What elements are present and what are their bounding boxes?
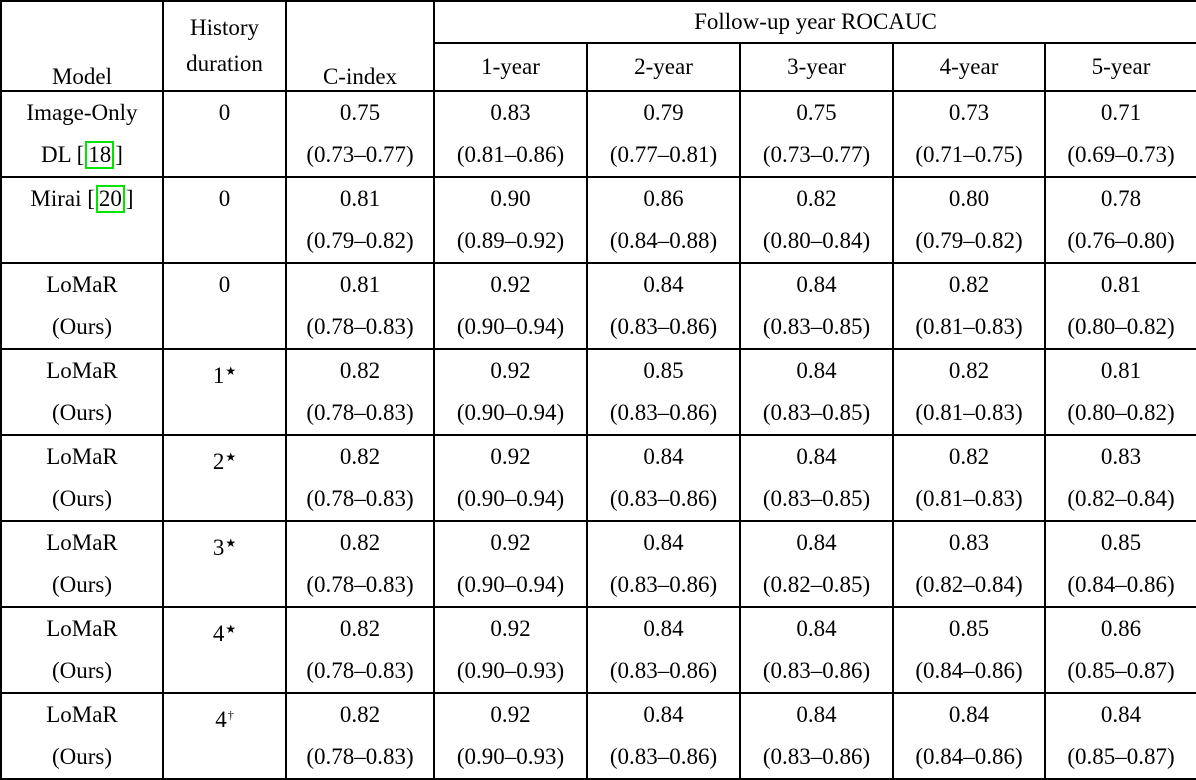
header-year-3: 3-year (740, 43, 893, 91)
header-year-4: 4-year (893, 43, 1045, 91)
rocauc-4-year-cell (893, 263, 1045, 349)
rocauc-3-year-cell (740, 693, 893, 779)
rocauc-1-year-cell (434, 693, 587, 779)
model-line (2, 564, 162, 606)
history-duration-number: 1 (212, 363, 225, 388)
c-index-cell (286, 263, 434, 349)
rocauc-1-year-cell (434, 91, 587, 177)
header-group-row (1, 1, 1196, 43)
rocauc-3-year-cell (740, 435, 893, 521)
metric-value: 0.83 (490, 100, 531, 125)
confidence-interval: (0.84–0.86) (915, 744, 1023, 769)
confidence-interval: (0.83–0.86) (609, 744, 718, 769)
model-cell (1, 177, 163, 263)
history-duration-cell (163, 263, 286, 349)
confidence-interval: (0.90–0.94) (456, 486, 565, 511)
metric-value: 0.84 (796, 272, 837, 297)
metric-value: 0.82 (339, 444, 381, 469)
rocauc-2-year-cell (587, 91, 740, 177)
table-row (1, 177, 1196, 263)
metric-value: 0.92 (490, 358, 531, 383)
rocauc-4-year-cell (893, 177, 1045, 263)
c-index-cell (286, 177, 434, 263)
model-name-text: (Ours) (51, 314, 113, 339)
metric-value: 0.82 (948, 358, 990, 383)
metric-value: 0.84 (796, 702, 837, 727)
table-row (1, 607, 1196, 693)
metric-value: 0.80 (948, 186, 990, 211)
metric-value: 0.82 (339, 702, 381, 727)
rocauc-1-year-cell (434, 521, 587, 607)
c-index-cell (286, 521, 434, 607)
metric-value: 0.84 (948, 702, 990, 727)
history-duration-number: 0 (218, 100, 231, 125)
rocauc-3-year-cell (740, 91, 893, 177)
model-name-text: LoMaR (46, 272, 118, 297)
model-line (2, 134, 162, 176)
citation-open-bracket: [ (87, 186, 95, 211)
citation-link[interactable]: 18 (85, 141, 114, 169)
rocauc-3-year-cell (740, 521, 893, 607)
history-duration-cell (163, 521, 286, 607)
rocauc-2-year-cell (587, 349, 740, 435)
confidence-interval: (0.80–0.82) (1067, 400, 1175, 425)
model-line (2, 350, 162, 392)
confidence-interval: (0.89–0.92) (456, 228, 565, 253)
rocauc-5-year-cell (1045, 263, 1196, 349)
history-duration-value (164, 92, 285, 134)
rocauc-2-year-cell (587, 607, 740, 693)
rocauc-5-year-cell (1045, 349, 1196, 435)
metric-value: 0.81 (339, 186, 381, 211)
rocauc-2-year-cell (587, 263, 740, 349)
model-name-text: (Ours) (51, 400, 113, 425)
header-followup-rocauc-group: Follow-up year ROCAUC (434, 1, 1196, 43)
model-line (2, 736, 162, 778)
metric-value: 0.82 (948, 444, 990, 469)
confidence-interval: (0.73–0.77) (306, 142, 414, 167)
confidence-interval: (0.81–0.83) (915, 400, 1023, 425)
rocauc-1-year-cell (434, 435, 587, 521)
confidence-interval: (0.78–0.83) (306, 486, 414, 511)
confidence-interval: (0.83–0.85) (762, 486, 871, 511)
history-duration-number: 3 (212, 535, 225, 560)
metric-value: 0.92 (490, 616, 531, 641)
model-line (2, 306, 162, 348)
confidence-interval: (0.81–0.83) (915, 486, 1023, 511)
rocauc-2-year-cell (587, 521, 740, 607)
metric-value: 0.82 (339, 616, 381, 641)
rocauc-3-year-cell (740, 177, 893, 263)
confidence-interval: (0.80–0.84) (762, 228, 871, 253)
metric-value: 0.82 (339, 530, 381, 555)
metric-value: 0.92 (490, 530, 531, 555)
metric-value: 0.84 (643, 702, 684, 727)
model-line (2, 436, 162, 478)
header-year-5: 5-year (1045, 43, 1196, 91)
model-line (2, 522, 162, 564)
confidence-interval: (0.84–0.86) (915, 658, 1023, 683)
rocauc-4-year-cell (893, 91, 1045, 177)
history-duration-number: 4 (215, 707, 227, 732)
confidence-interval: (0.82–0.84) (915, 572, 1023, 597)
history-duration-cell (163, 693, 286, 779)
metric-value: 0.82 (339, 358, 381, 383)
confidence-interval: (0.81–0.83) (915, 314, 1023, 339)
rocauc-2-year-cell (587, 693, 740, 779)
confidence-interval: (0.84–0.88) (609, 228, 718, 253)
metric-value: 0.79 (643, 100, 684, 125)
rocauc-2-year-cell (587, 177, 740, 263)
history-duration-superscript: ★ (225, 450, 237, 464)
history-duration-superscript: ★ (225, 364, 237, 378)
confidence-interval: (0.78–0.83) (306, 658, 414, 683)
model-line (2, 608, 162, 650)
metric-value: 0.73 (948, 100, 990, 125)
model-name-text: LoMaR (46, 530, 118, 555)
confidence-interval: (0.76–0.80) (1067, 228, 1175, 253)
model-name-text: LoMaR (46, 444, 118, 469)
rocauc-5-year-cell (1045, 521, 1196, 607)
confidence-interval: (0.90–0.93) (456, 744, 565, 769)
confidence-interval: (0.78–0.83) (306, 572, 414, 597)
model-name-text: DL (41, 142, 71, 167)
model-line (2, 694, 162, 736)
rocauc-5-year-cell (1045, 693, 1196, 779)
history-duration-value (164, 522, 285, 564)
rocauc-4-year-cell (893, 693, 1045, 779)
citation-close-bracket: ] (125, 186, 134, 211)
history-duration-value (164, 608, 285, 650)
metric-value: 0.84 (643, 444, 684, 469)
c-index-cell (286, 91, 434, 177)
model-line (2, 392, 162, 434)
confidence-interval: (0.90–0.94) (456, 572, 565, 597)
confidence-interval: (0.90–0.94) (456, 314, 565, 339)
confidence-interval: (0.78–0.83) (306, 314, 414, 339)
header-history-line1: History (190, 15, 259, 40)
metric-value: 0.81 (1100, 272, 1142, 297)
citation-open-bracket: [ (76, 142, 85, 167)
table-body (1, 91, 1196, 779)
rocauc-3-year-cell (740, 263, 893, 349)
model-cell (1, 349, 163, 435)
rocauc-3-year-cell (740, 607, 893, 693)
history-duration-cell (163, 349, 286, 435)
table-row (1, 435, 1196, 521)
metric-value: 0.84 (796, 530, 837, 555)
confidence-interval: (0.83–0.86) (609, 486, 718, 511)
model-cell (1, 607, 163, 693)
confidence-interval: (0.83–0.86) (762, 744, 871, 769)
history-duration-cell (163, 91, 286, 177)
confidence-interval: (0.79–0.82) (306, 228, 414, 253)
history-duration-cell (163, 177, 286, 263)
history-duration-superscript: † (227, 708, 234, 722)
confidence-interval: (0.83–0.86) (609, 658, 718, 683)
history-duration-value (164, 264, 285, 306)
model-name-text: LoMaR (46, 358, 118, 383)
metric-value: 0.84 (643, 530, 684, 555)
history-duration-superscript: ★ (225, 622, 237, 636)
rocauc-2-year-cell (587, 435, 740, 521)
rocauc-4-year-cell (893, 435, 1045, 521)
model-cell (1, 91, 163, 177)
model-cell (1, 435, 163, 521)
header-year-1: 1-year (434, 43, 587, 91)
confidence-interval: (0.79–0.82) (915, 228, 1023, 253)
header-model: Model (1, 1, 163, 91)
model-line (2, 264, 162, 306)
confidence-interval: (0.78–0.83) (306, 744, 414, 769)
confidence-interval: (0.73–0.77) (762, 142, 871, 167)
model-line (2, 650, 162, 692)
confidence-interval: (0.85–0.87) (1067, 658, 1175, 683)
c-index-cell (286, 349, 434, 435)
rocauc-3-year-cell (740, 349, 893, 435)
model-cell (1, 521, 163, 607)
confidence-interval: (0.83–0.86) (609, 572, 718, 597)
metric-value: 0.84 (796, 444, 837, 469)
confidence-interval: (0.83–0.85) (762, 314, 871, 339)
citation-link[interactable]: 20 (96, 185, 125, 213)
rocauc-5-year-cell (1045, 177, 1196, 263)
confidence-interval: (0.81–0.86) (456, 142, 565, 167)
c-index-cell (286, 693, 434, 779)
rocauc-1-year-cell (434, 349, 587, 435)
rocauc-5-year-cell (1045, 91, 1196, 177)
model-name-text: LoMaR (46, 702, 118, 727)
metric-value: 0.81 (339, 272, 381, 297)
metric-value: 0.86 (643, 186, 684, 211)
confidence-interval: (0.85–0.87) (1067, 744, 1175, 769)
model-name-text: Mirai (30, 186, 82, 211)
confidence-interval: (0.78–0.83) (306, 400, 414, 425)
metric-value: 0.75 (796, 100, 837, 125)
metric-value: 0.83 (1100, 444, 1142, 469)
confidence-interval: (0.90–0.93) (456, 658, 565, 683)
metric-value: 0.92 (490, 444, 531, 469)
metric-value: 0.92 (490, 272, 531, 297)
table-row (1, 91, 1196, 177)
rocauc-1-year-cell (434, 263, 587, 349)
metric-value: 0.84 (1100, 702, 1142, 727)
header-history-line2: duration (186, 51, 263, 76)
history-duration-value (164, 178, 285, 220)
history-duration-number: 4 (212, 621, 225, 646)
history-duration-cell (163, 607, 286, 693)
metric-value: 0.85 (643, 358, 684, 383)
history-duration-value (164, 694, 285, 736)
model-line (2, 92, 162, 134)
model-line (2, 478, 162, 520)
metric-value: 0.83 (948, 530, 990, 555)
table-row (1, 349, 1196, 435)
metric-value: 0.75 (339, 100, 381, 125)
metric-value: 0.85 (948, 616, 990, 641)
c-index-cell (286, 607, 434, 693)
citation-close-bracket: ] (115, 142, 123, 167)
history-duration-number: 2 (212, 449, 225, 474)
confidence-interval: (0.82–0.85) (762, 572, 871, 597)
metric-value: 0.84 (796, 358, 837, 383)
history-duration-value (164, 350, 285, 392)
table-row (1, 693, 1196, 779)
metric-value: 0.84 (643, 272, 684, 297)
rocauc-4-year-cell (893, 607, 1045, 693)
metric-value: 0.86 (1100, 616, 1142, 641)
metric-value: 0.90 (490, 186, 531, 211)
model-line (2, 220, 162, 262)
metric-value: 0.71 (1100, 100, 1142, 125)
table-row (1, 263, 1196, 349)
rocauc-5-year-cell (1045, 607, 1196, 693)
history-duration-cell (163, 435, 286, 521)
model-line (2, 178, 162, 220)
confidence-interval: (0.90–0.94) (456, 400, 565, 425)
confidence-interval: (0.83–0.86) (609, 400, 718, 425)
model-name-text: LoMaR (46, 616, 118, 641)
model-name-text: (Ours) (51, 486, 113, 511)
header-c-index: C-index (286, 1, 434, 91)
metric-value: 0.82 (796, 186, 837, 211)
header-history-duration (163, 1, 286, 91)
metric-value: 0.84 (796, 616, 837, 641)
metric-value: 0.78 (1100, 186, 1142, 211)
confidence-interval: (0.83–0.86) (609, 314, 718, 339)
rocauc-5-year-cell (1045, 435, 1196, 521)
header-year-2: 2-year (587, 43, 740, 91)
c-index-cell (286, 435, 434, 521)
table-row (1, 521, 1196, 607)
model-name-text: (Ours) (51, 744, 113, 769)
history-duration-number: 0 (218, 186, 231, 211)
model-name-text: Image-Only (26, 100, 138, 125)
model-cell (1, 693, 163, 779)
model-name-text: (Ours) (51, 572, 113, 597)
rocauc-1-year-cell (434, 177, 587, 263)
rocauc-4-year-cell (893, 521, 1045, 607)
rocauc-4-year-cell (893, 349, 1045, 435)
metric-value: 0.84 (643, 616, 684, 641)
rocauc-1-year-cell (434, 607, 587, 693)
metric-value: 0.92 (490, 702, 531, 727)
history-duration-number: 0 (218, 272, 231, 297)
confidence-interval: (0.83–0.85) (762, 400, 871, 425)
history-duration-value (164, 436, 285, 478)
confidence-interval: (0.80–0.82) (1067, 314, 1175, 339)
confidence-interval: (0.82–0.84) (1067, 486, 1175, 511)
history-duration-superscript: ★ (225, 536, 237, 550)
confidence-interval: (0.83–0.86) (762, 658, 871, 683)
metric-value: 0.81 (1100, 358, 1142, 383)
model-name-text: (Ours) (51, 658, 113, 683)
confidence-interval: (0.71–0.75) (915, 142, 1023, 167)
model-cell (1, 263, 163, 349)
confidence-interval: (0.77–0.81) (609, 142, 718, 167)
confidence-interval: (0.69–0.73) (1067, 142, 1175, 167)
metric-value: 0.85 (1100, 530, 1142, 555)
confidence-interval: (0.84–0.86) (1067, 572, 1175, 597)
metric-value: 0.82 (948, 272, 990, 297)
